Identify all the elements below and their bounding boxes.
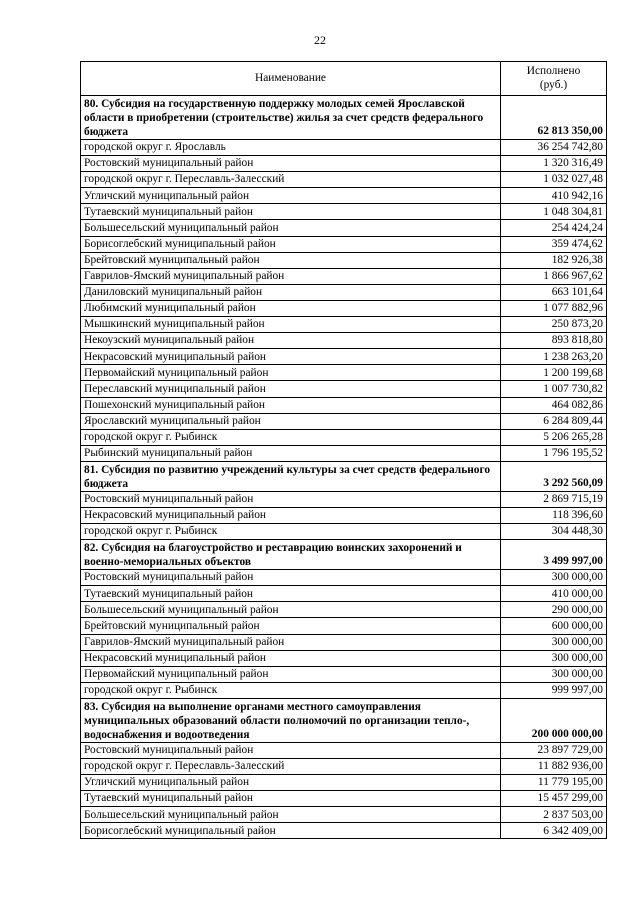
section-total: 62 813 350,00 — [501, 96, 607, 140]
amount-value: 999 997,00 — [501, 682, 607, 698]
municipality-name: Ростовский муниципальный район — [81, 570, 501, 586]
municipality-name: городской округ г. Рыбинск — [81, 682, 501, 698]
municipality-name: Большесельский муниципальный район — [81, 602, 501, 618]
table-row — [81, 491, 607, 507]
table-row — [81, 791, 607, 807]
table-row — [81, 823, 607, 839]
column-header-value-line2: (руб.) — [539, 78, 568, 91]
municipality-name: Некрасовский муниципальный район — [81, 349, 501, 365]
municipality-name: Пошехонский муниципальный район — [81, 397, 501, 413]
municipality-name: Ростовский муниципальный район — [81, 156, 501, 172]
amount-value: 2 869 715,19 — [501, 491, 607, 507]
column-header-value-line1: Исполнено — [526, 64, 581, 77]
municipality-name: Тутаевский муниципальный район — [81, 586, 501, 602]
table-row — [81, 236, 607, 252]
section-row — [81, 698, 607, 742]
table-row — [81, 284, 607, 300]
amount-value: 5 206 265,28 — [501, 429, 607, 445]
amount-value: 1 866 967,62 — [501, 268, 607, 284]
table-row — [81, 807, 607, 823]
amount-value: 663 101,64 — [501, 284, 607, 300]
section-row — [81, 540, 607, 570]
municipality-name: городской округ г. Рыбинск — [81, 524, 501, 540]
table-row — [81, 602, 607, 618]
amount-value: 290 000,00 — [501, 602, 607, 618]
municipality-name: Некрасовский муниципальный район — [81, 650, 501, 666]
municipality-name: Тутаевский муниципальный район — [81, 791, 501, 807]
amount-value: 36 254 742,80 — [501, 140, 607, 156]
municipality-name: Ярославский муниципальный район — [81, 413, 501, 429]
table-row — [81, 570, 607, 586]
municipality-name: Гаврилов-Ямский муниципальный район — [81, 268, 501, 284]
section-total: 3 292 560,09 — [501, 461, 607, 491]
municipality-name: Ростовский муниципальный район — [81, 491, 501, 507]
table-row — [81, 524, 607, 540]
table-row — [81, 666, 607, 682]
amount-value: 15 457 299,00 — [501, 791, 607, 807]
section-row — [81, 96, 607, 140]
column-header-name: Наименование — [81, 62, 501, 96]
table-row — [81, 634, 607, 650]
amount-value: 250 873,20 — [501, 317, 607, 333]
municipality-name: Тутаевский муниципальный район — [81, 204, 501, 220]
municipality-name: Рыбинский муниципальный район — [81, 445, 501, 461]
table-row — [81, 220, 607, 236]
table-row — [81, 445, 607, 461]
amount-value: 300 000,00 — [501, 634, 607, 650]
section-title: 83. Субсидия на выполнение органами местного самоуправления муниципальных образований области полномочий по организации тепло-, водоснабжения и водоотведения — [81, 698, 501, 742]
table-row — [81, 413, 607, 429]
amount-value: 1 320 316,49 — [501, 156, 607, 172]
municipality-name: Угличский муниципальный район — [81, 775, 501, 791]
amount-value: 410 000,00 — [501, 586, 607, 602]
section-total: 3 499 997,00 — [501, 540, 607, 570]
amount-value: 1 007 730,82 — [501, 381, 607, 397]
table-row — [81, 381, 607, 397]
table-row — [81, 268, 607, 284]
amount-value: 11 882 936,00 — [501, 759, 607, 775]
amount-value: 23 897 729,00 — [501, 742, 607, 758]
municipality-name: городской округ г. Ярославль — [81, 140, 501, 156]
table-row — [81, 650, 607, 666]
table-row — [81, 140, 607, 156]
table-row — [81, 775, 607, 791]
amount-value: 304 448,30 — [501, 524, 607, 540]
amount-value: 2 837 503,00 — [501, 807, 607, 823]
page-number: 22 — [314, 33, 326, 47]
table-row — [81, 156, 607, 172]
amount-value: 1 200 199,68 — [501, 365, 607, 381]
municipality-name: Даниловский муниципальный район — [81, 284, 501, 300]
municipality-name: Ростовский муниципальный район — [81, 742, 501, 758]
municipality-name: Брейтовский муниципальный район — [81, 252, 501, 268]
amount-value: 1 796 195,52 — [501, 445, 607, 461]
municipality-name: городской округ г. Рыбинск — [81, 429, 501, 445]
table-row — [81, 300, 607, 316]
table-row — [81, 618, 607, 634]
amount-value: 600 000,00 — [501, 618, 607, 634]
section-title: 81. Субсидия по развитию учреждений культуры за счет средств федерального бюджета — [81, 461, 501, 491]
amount-value: 11 779 195,00 — [501, 775, 607, 791]
table-row — [81, 365, 607, 381]
amount-value: 300 000,00 — [501, 570, 607, 586]
amount-value: 300 000,00 — [501, 666, 607, 682]
amount-value: 893 818,80 — [501, 333, 607, 349]
municipality-name: Угличский муниципальный район — [81, 188, 501, 204]
table-row — [81, 429, 607, 445]
municipality-name: Некоузский муниципальный район — [81, 333, 501, 349]
table-row — [81, 586, 607, 602]
municipality-name: Мышкинский муниципальный район — [81, 317, 501, 333]
municipality-name: Первомайский муниципальный район — [81, 365, 501, 381]
table-row — [81, 204, 607, 220]
section-title: 80. Субсидия на государственную поддержку молодых семей Ярославской области в приобретении (строительстве) жилья за счет средств федерального бюджета — [81, 96, 501, 140]
amount-value: 6 342 409,00 — [501, 823, 607, 839]
table-row — [81, 759, 607, 775]
amount-value: 359 474,62 — [501, 236, 607, 252]
municipality-name: Большесельский муниципальный район — [81, 807, 501, 823]
table-row — [81, 397, 607, 413]
amount-value: 182 926,38 — [501, 252, 607, 268]
municipality-name: городской округ г. Переславль-Залесский — [81, 172, 501, 188]
table-row — [81, 188, 607, 204]
table-row — [81, 349, 607, 365]
municipality-name: Борисоглебский муниципальный район — [81, 236, 501, 252]
table-row — [81, 252, 607, 268]
amount-value: 254 424,24 — [501, 220, 607, 236]
amount-value: 1 048 304,81 — [501, 204, 607, 220]
municipality-name: Борисоглебский муниципальный район — [81, 823, 501, 839]
municipality-name: Брейтовский муниципальный район — [81, 618, 501, 634]
amount-value: 1 238 263,20 — [501, 349, 607, 365]
table-row — [81, 507, 607, 523]
municipality-name: Переславский муниципальный район — [81, 381, 501, 397]
municipality-name: Гаврилов-Ямский муниципальный район — [81, 634, 501, 650]
amount-value: 464 082,86 — [501, 397, 607, 413]
table-row — [81, 742, 607, 758]
amount-value: 410 942,16 — [501, 188, 607, 204]
municipality-name: Первомайский муниципальный район — [81, 666, 501, 682]
table-header-row — [81, 62, 607, 96]
section-row — [81, 461, 607, 491]
table-row — [81, 333, 607, 349]
municipality-name: городской округ г. Переславль-Залесский — [81, 759, 501, 775]
budget-table — [80, 61, 607, 839]
amount-value: 6 284 809,44 — [501, 413, 607, 429]
table-row — [81, 682, 607, 698]
municipality-name: Любимский муниципальный район — [81, 300, 501, 316]
amount-value: 118 396,60 — [501, 507, 607, 523]
section-total: 200 000 000,00 — [501, 698, 607, 742]
municipality-name: Большесельский муниципальный район — [81, 220, 501, 236]
municipality-name: Некрасовский муниципальный район — [81, 507, 501, 523]
table-body — [81, 96, 607, 839]
table-row — [81, 317, 607, 333]
amount-value: 1 032 027,48 — [501, 172, 607, 188]
section-title: 82. Субсидия на благоустройство и реставрацию воинских захоронений и военно-мемориальных объектов — [81, 540, 501, 570]
column-header-value — [501, 62, 607, 96]
table-row — [81, 172, 607, 188]
amount-value: 1 077 882,96 — [501, 300, 607, 316]
amount-value: 300 000,00 — [501, 650, 607, 666]
